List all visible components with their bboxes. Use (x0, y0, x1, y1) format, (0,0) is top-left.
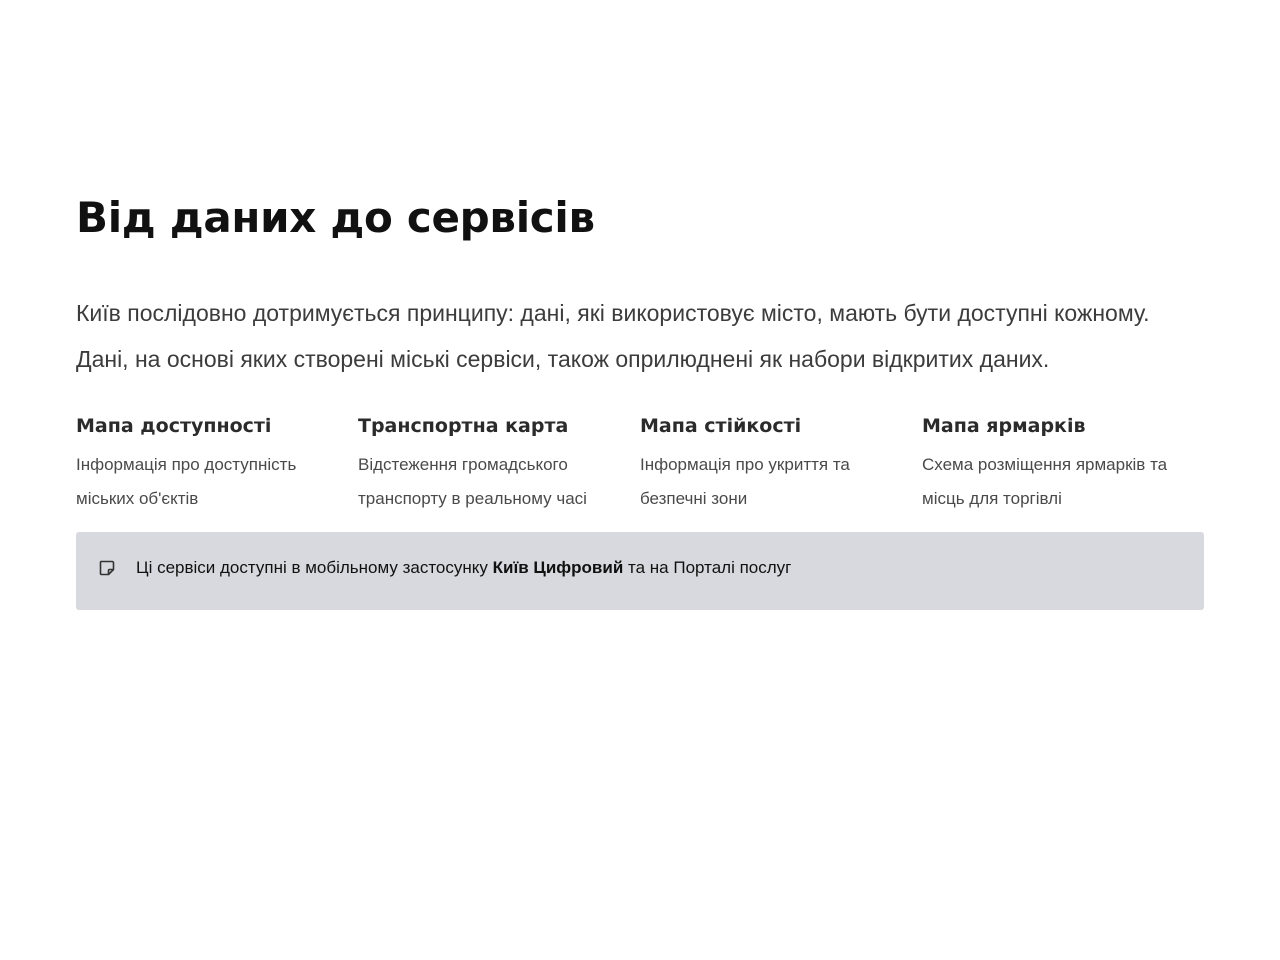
service-description: Інформація про укриття та безпечні зони (640, 455, 850, 508)
service-item-fairs-map (922, 412, 1204, 516)
info-note (76, 532, 1204, 610)
service-title: Мапа стійкості (640, 415, 802, 437)
services-list (76, 412, 1204, 516)
section-lead: Київ послідовно дотримується принципу: дані, які використовує місто, мають бути доступні кожному. Дані, на основі яких створені міські сервіси, також оприлюднені як набори відкритих даних. (76, 300, 1150, 372)
note-text-after: та на Порталі послуг (623, 558, 792, 577)
service-title: Мапа доступності (76, 415, 272, 437)
app-name: Київ Цифровий (492, 558, 624, 577)
note-icon (98, 559, 116, 577)
section-title: Від даних до сервісів (76, 193, 595, 242)
service-item-resilience-map (640, 412, 922, 516)
service-item-transport-map (358, 412, 640, 516)
section-content (76, 192, 1204, 610)
service-description: Інформація про доступність міських об'єктів (76, 455, 297, 508)
service-description: Схема розміщення ярмарків та місць для торгівлі (922, 455, 1168, 508)
service-description: Відстеження громадського транспорту в реальному часі (358, 455, 587, 508)
note-text-before: Ці сервіси доступні в мобільному застосунку (136, 558, 493, 577)
service-title: Транспортна карта (358, 415, 569, 437)
service-item-accessibility-map (76, 412, 358, 516)
service-title: Мапа ярмарків (922, 415, 1086, 437)
note-text (136, 556, 791, 580)
